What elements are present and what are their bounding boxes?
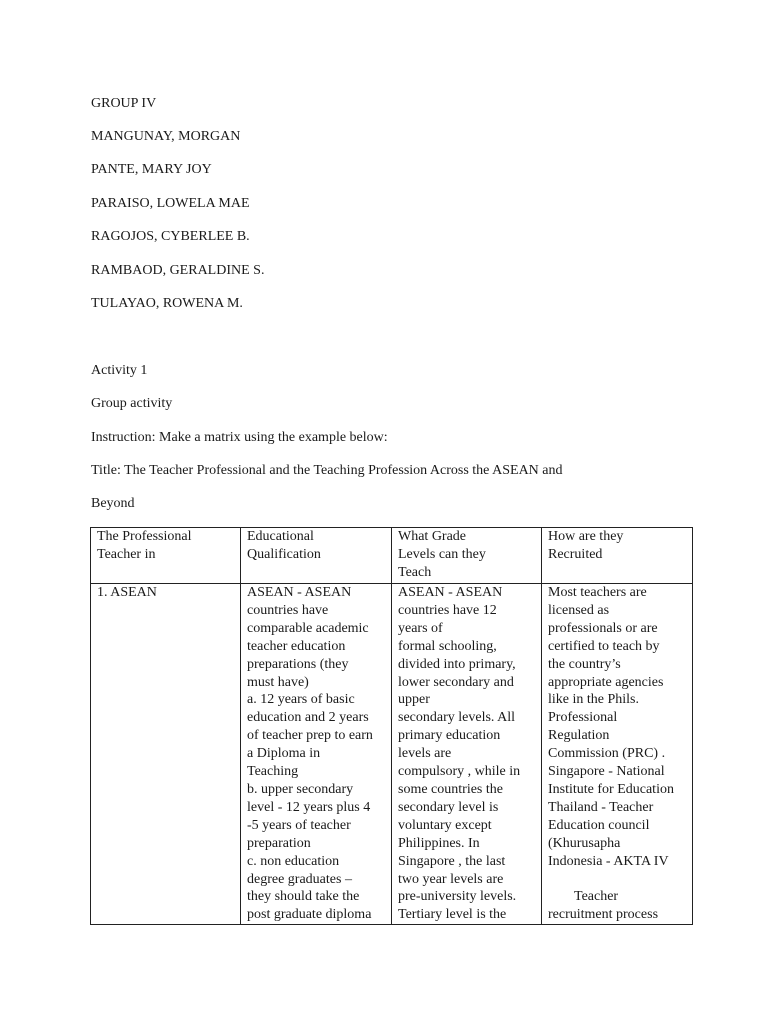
- header-text: Levels can they: [398, 546, 486, 562]
- header-cell-educational-qualification: [241, 528, 392, 584]
- cell-text: two year levels are: [398, 871, 504, 887]
- cell-recruitment: [542, 584, 693, 925]
- activity-type: Group activity: [91, 396, 173, 411]
- cell-text: Regulation: [548, 728, 610, 744]
- cell-text: Education council: [548, 817, 650, 833]
- cell-text: Teaching: [247, 764, 299, 780]
- cell-text: [548, 871, 687, 889]
- member-name: RAMBAOD, GERALDINE S.: [91, 263, 265, 278]
- cell-text: 1. ASEAN: [97, 585, 157, 600]
- header-text: Educational: [247, 529, 314, 544]
- cell-text: Singapore , the last: [398, 853, 506, 869]
- cell-text: secondary level is: [398, 799, 499, 815]
- matrix-title-line-2: Beyond: [91, 496, 135, 511]
- cell-text: Most teachers are: [548, 585, 647, 600]
- cell-text: the country’s: [548, 656, 621, 672]
- cell-text: years of: [398, 620, 443, 636]
- cell-text: ASEAN - ASEAN: [247, 585, 352, 600]
- cell-text: compulsory , while in: [398, 764, 521, 780]
- cell-text: a Diploma in: [247, 746, 321, 762]
- cell-text: teacher education: [247, 638, 346, 654]
- header-text: Recruited: [548, 546, 603, 562]
- cell-text: post graduate diploma: [247, 907, 372, 923]
- cell-text: primary education: [398, 728, 501, 744]
- cell-text: like in the Phils.: [548, 692, 639, 708]
- cell-text: education and 2 years: [247, 710, 369, 726]
- header-text: Teacher in: [97, 546, 156, 562]
- cell-text: comparable academic: [247, 620, 369, 636]
- cell-text: licensed as: [548, 602, 610, 618]
- matrix-row-asean: [91, 584, 693, 925]
- header-text: Teach: [398, 564, 432, 580]
- header-text: Qualification: [247, 546, 321, 562]
- member-name: PANTE, MARY JOY: [91, 162, 212, 177]
- cell-text: level - 12 years plus 4: [247, 799, 371, 815]
- cell-text: Institute for Education: [548, 781, 674, 797]
- header-cell-grade-levels: [392, 528, 542, 584]
- cell-text: a. 12 years of basic: [247, 692, 355, 708]
- cell-text: secondary levels. All: [398, 710, 516, 726]
- cell-text: countries have 12: [398, 602, 497, 618]
- member-name: RAGOJOS, CYBERLEE B.: [91, 229, 250, 244]
- cell-text: upper: [398, 692, 430, 708]
- cell-text: degree graduates –: [247, 871, 352, 887]
- cell-text: ASEAN - ASEAN: [398, 585, 503, 600]
- header-cell-professional-teacher: [91, 528, 241, 584]
- cell-text: pre-university levels.: [398, 889, 517, 905]
- cell-qualification: [241, 584, 392, 925]
- header-cell-recruitment: [542, 528, 693, 584]
- cell-text: preparation: [247, 835, 311, 851]
- cell-text: formal schooling,: [398, 638, 497, 654]
- instruction-text: Instruction: Make a matrix using the example below:: [91, 430, 388, 445]
- cell-region: [91, 584, 241, 925]
- matrix-title-line-1: Title: The Teacher Professional and the Teaching Profession Across the ASEAN and: [91, 463, 563, 478]
- cell-grade-levels: [392, 584, 542, 925]
- cell-text: they should take the: [247, 889, 360, 905]
- cell-text: appropriate agencies: [548, 674, 664, 690]
- cell-text: Philippines. In: [398, 835, 480, 851]
- cell-text: Indonesia - AKTA IV: [548, 853, 669, 869]
- group-title: GROUP IV: [91, 96, 157, 111]
- member-name: MANGUNAY, MORGAN: [91, 129, 241, 144]
- cell-text: c. non education: [247, 853, 340, 869]
- cell-text: Thailand - Teacher: [548, 799, 654, 815]
- cell-text: Tertiary level is the: [398, 907, 507, 923]
- cell-text: lower secondary and: [398, 674, 514, 690]
- cell-text: Teacher: [574, 889, 619, 905]
- cell-text: (Khurusapha: [548, 835, 621, 851]
- cell-text: must have): [247, 674, 309, 690]
- cell-text: of teacher prep to earn: [247, 728, 373, 744]
- cell-text: divided into primary,: [398, 656, 516, 672]
- cell-text: Professional: [548, 710, 618, 726]
- cell-text: some countries the: [398, 781, 503, 797]
- cell-text: certified to teach by: [548, 638, 660, 654]
- header-text: What Grade: [398, 529, 467, 544]
- activity-label: Activity 1: [91, 363, 148, 378]
- cell-text: Singapore - National: [548, 764, 665, 780]
- cell-text: preparations (they: [247, 656, 349, 672]
- cell-text: b. upper secondary: [247, 781, 354, 797]
- member-name: PARAISO, LOWELA MAE: [91, 196, 250, 211]
- cell-text: countries have: [247, 602, 329, 618]
- matrix-header-row: [91, 528, 693, 584]
- cell-text: recruitment process: [548, 907, 659, 923]
- cell-text: -5 years of teacher: [247, 817, 351, 833]
- member-name: TULAYAO, ROWENA M.: [91, 296, 243, 311]
- cell-text: voluntary except: [398, 817, 492, 833]
- cell-text: professionals or are: [548, 620, 658, 636]
- header-text: The Professional: [97, 529, 192, 544]
- cell-text: Commission (PRC) .: [548, 746, 666, 762]
- header-text: How are they: [548, 529, 624, 544]
- comparison-matrix: [90, 527, 693, 925]
- cell-text: levels are: [398, 746, 452, 762]
